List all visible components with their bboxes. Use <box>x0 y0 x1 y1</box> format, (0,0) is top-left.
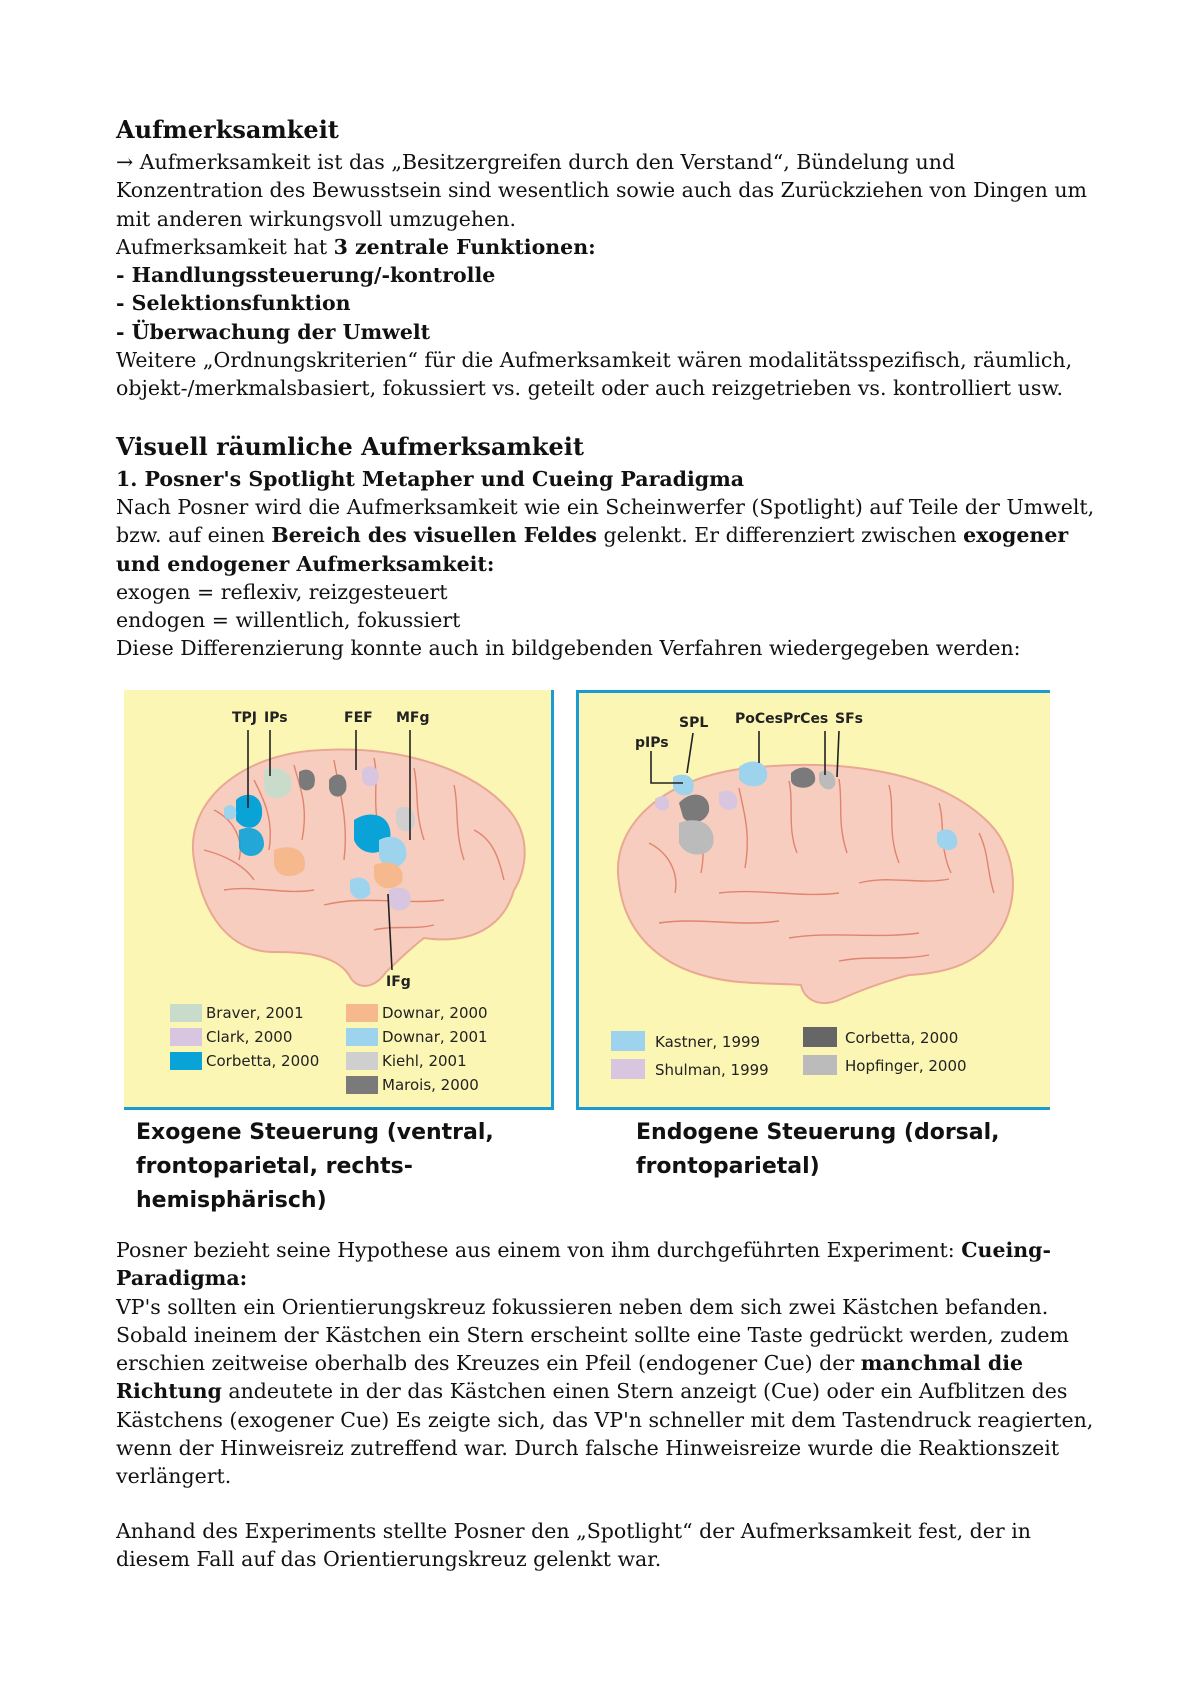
posner-bold-b: exogener und endogener Aufmerksamkeit: <box>116 523 1069 576</box>
legend-entry: Downar, 2000 <box>382 1004 488 1022</box>
experiment-text-b: andeutete in der das Kästchen einen Stern anzeigt (Cue) oder ein Aufblitzen des Kästchens (exogener Cue) Es zeigte sich, das VP'n schneller mit dem Tastendruck reagierten, wenn der Hinweisreiz zutreffend war. Durch falsche Hinweisreize wurde die Reaktionszeit verlängert. <box>116 1379 1094 1489</box>
label-mfg: MFg <box>396 710 430 726</box>
label-pips: pIPs <box>635 735 669 751</box>
function-item <box>116 261 1096 289</box>
legend-entry: Kastner, 1999 <box>655 1033 761 1051</box>
legend-swatch <box>611 1031 645 1051</box>
label-spl: SPL <box>679 715 709 731</box>
legend-swatch <box>611 1059 645 1079</box>
endogen-definition: endogen = willentlich, fokussiert <box>116 608 461 633</box>
caption-endogen: Endogene Steuerung (dorsal, frontoparietal) <box>636 1120 1000 1179</box>
legend-entry: Hopfinger, 2000 <box>845 1057 967 1075</box>
paragraph-bildgebung: Diese Differenzierung konnte auch in bildgebenden Verfahren wiedergegeben werden: <box>116 636 1021 661</box>
paragraph-ordnungskriterien: Weitere „Ordnungskriterien“ für die Aufmerksamkeit wären modalitätsspezifisch, räumlich, objekt-/merkmalsbasiert, fokussiert vs. geteilt oder auch reizgetrieben vs. kontrolliert usw. <box>116 348 1073 401</box>
exogen-definition: exogen = reflexiv, reizgesteuert <box>116 579 448 604</box>
function-item <box>116 318 1096 346</box>
function-item <box>116 289 1096 317</box>
label-poces: PoCes <box>735 711 783 727</box>
document-page-top <box>116 112 1096 663</box>
function-item-label: - Selektionsfunktion <box>116 291 351 316</box>
brain-panel-endogen <box>576 690 1050 1110</box>
legend-swatch <box>346 1052 378 1070</box>
caption-exogen: Exogene Steuerung (ventral, frontoparietal, rechts-hemisphärisch) <box>136 1120 494 1213</box>
legend-swatch <box>346 1004 378 1022</box>
label-ifg: IFg <box>386 974 411 990</box>
label-sfs: SFs <box>835 711 863 727</box>
brain-figure <box>124 690 1050 1213</box>
paragraph-functions-intro <box>116 233 1096 261</box>
paragraph-spotlight: Anhand des Experiments stellte Posner den „Spotlight“ der Aufmerksamkeit fest, der in diesem Fall auf das Orientierungskreuz gelenkt war. <box>116 1518 1031 1571</box>
brain-panel-exogen <box>124 690 554 1110</box>
legend-swatch <box>346 1076 378 1094</box>
heading-visuell-raeumlich: Visuell räumliche Aufmerksamkeit <box>116 431 584 461</box>
posner-bold-a: Bereich des visuellen Feldes <box>271 523 597 548</box>
legend-entry: Braver, 2001 <box>206 1004 304 1022</box>
legend-entry: Corbetta, 2000 <box>206 1052 320 1070</box>
document-page-bottom <box>116 1236 1096 1573</box>
posner-text-b: gelenkt. Er differenziert zwischen <box>596 523 964 548</box>
paragraph-posner <box>116 493 1096 578</box>
paragraph-experiment <box>116 1293 1096 1491</box>
legend-entry: Shulman, 1999 <box>655 1061 769 1079</box>
label-tpj: TPJ <box>232 710 258 726</box>
legend-entry: Downar, 2001 <box>382 1028 488 1046</box>
label-prces: PrCes <box>783 711 829 727</box>
heading-aufmerksamkeit: Aufmerksamkeit <box>116 115 339 144</box>
subheading-posner: 1. Posner's Spotlight Metapher und Cueing Paradigma <box>116 466 745 491</box>
legend-entry: Corbetta, 2000 <box>845 1029 959 1047</box>
legend-swatch <box>170 1052 202 1070</box>
legend-entry: Marois, 2000 <box>382 1076 479 1094</box>
legend-swatch <box>170 1028 202 1046</box>
hypothese-text: Posner bezieht seine Hypothese aus einem von ihm durchgeführten Experiment: <box>116 1238 962 1262</box>
functions-intro-bold: 3 zentrale Funktionen: <box>333 234 596 259</box>
label-fef: FEF <box>344 710 373 726</box>
legend-swatch <box>803 1055 837 1075</box>
label-ips: IPs <box>264 710 288 726</box>
legend-entry: Clark, 2000 <box>206 1028 293 1046</box>
functions-intro-text: Aufmerksamkeit hat <box>116 234 334 259</box>
brain-illustration-endogen <box>579 693 1053 1113</box>
paragraph-definition: → Aufmerksamkeit ist das „Besitzergreifen durch den Verstand“, Bündelung und Konzentration des Bewusstsein sind wesentlich sowie auch das Zurückziehen von Dingen um mit anderen wirkungsvoll umzugehen. <box>116 150 1087 231</box>
brain-illustration-exogen <box>124 690 554 1110</box>
experiment-text-a: VP's sollten ein Orientierungskreuz fokussieren neben dem sich zwei Kästchen befanden. Sobald ineinem der Kästchen ein Stern erscheint sollte eine Taste gedrückt werden, zudem erschien zeitweise oberhalb des Kreuzes ein Pfeil (endogener Cue) der <box>116 1294 1069 1376</box>
paragraph-hypothese <box>116 1236 1096 1293</box>
legend-swatch <box>803 1027 837 1047</box>
hypothese-bold: Cueing-Paradigma: <box>116 1238 1052 1291</box>
posner-text-a: Nach Posner wird die Aufmerksamkeit wie ein Scheinwerfer (Spotlight) auf Teile der Umwelt, bzw. auf einen <box>116 494 1095 548</box>
legend-swatch <box>346 1028 378 1046</box>
function-item-label: - Überwachung der Umwelt <box>116 319 431 344</box>
experiment-bold: manchmal die Richtung <box>116 1351 1024 1404</box>
legend-swatch <box>170 1004 202 1022</box>
legend-entry: Kiehl, 2001 <box>382 1052 467 1070</box>
function-item-label: - Handlungssteuerung/-kontrolle <box>116 263 496 288</box>
